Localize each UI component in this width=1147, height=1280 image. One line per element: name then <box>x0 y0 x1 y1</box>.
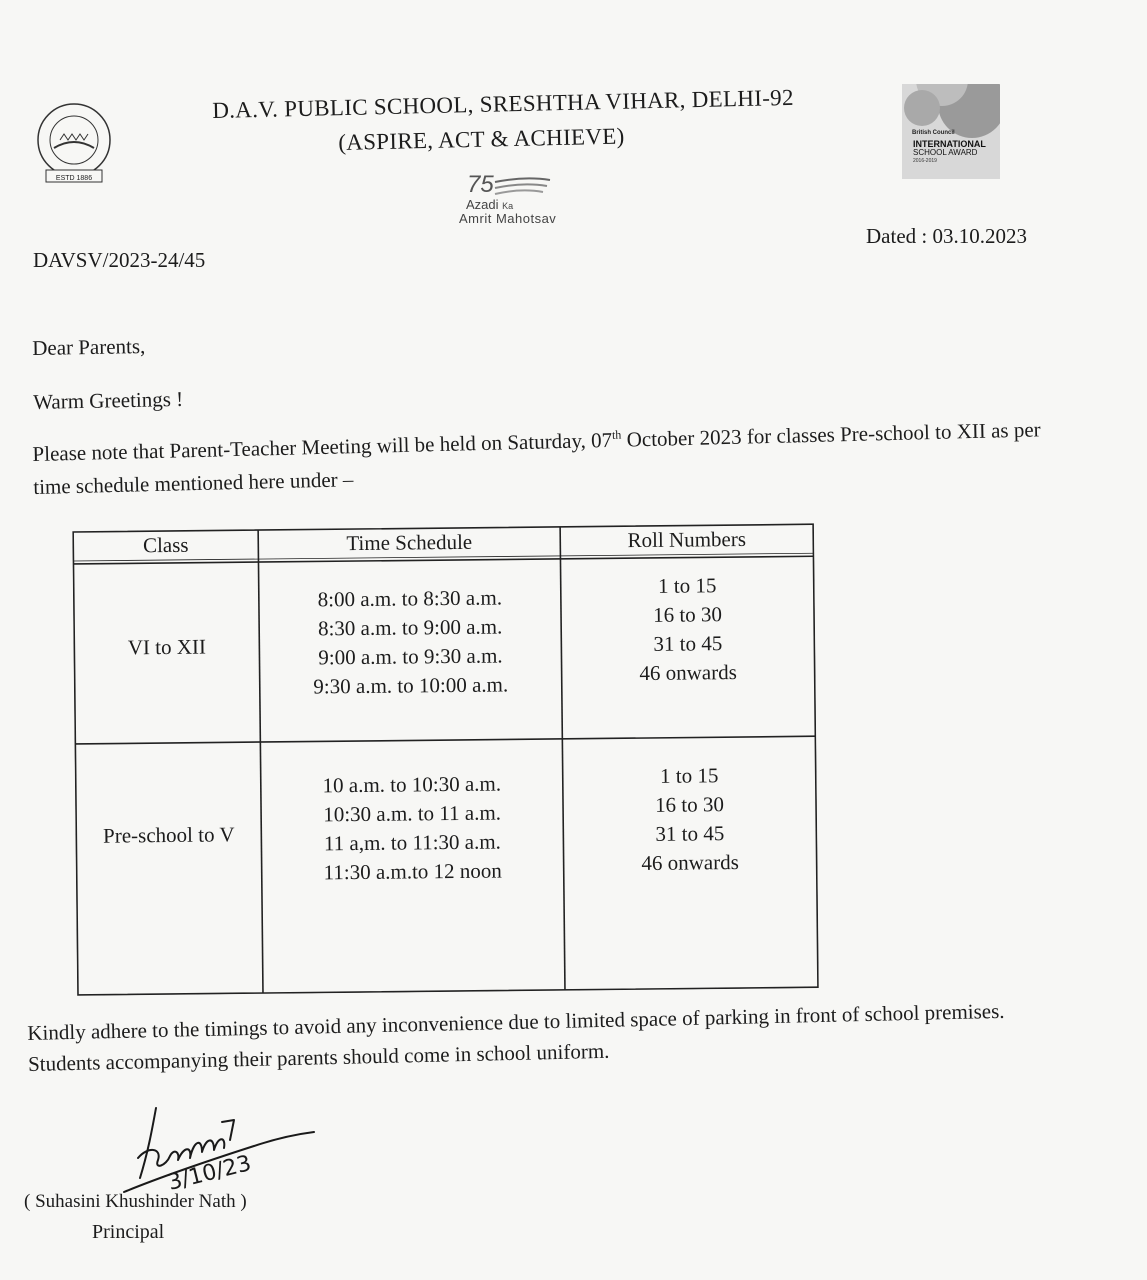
row2-time-1: 10 a.m. to 10:30 a.m. <box>322 771 502 798</box>
header-time-schedule: Time Schedule <box>346 529 473 556</box>
azadi-word: Azadi <box>466 197 499 212</box>
international-school-award-logo <box>902 84 1000 179</box>
row1-times <box>259 583 562 702</box>
row2-roll-4: 46 onwards <box>641 850 739 876</box>
row2-time-4: 11:30 a.m.to 12 noon <box>323 858 502 885</box>
salutation: Dear Parents, <box>32 334 146 360</box>
award-mark: British Council <box>912 130 955 136</box>
row2-roll-2: 16 to 30 <box>654 792 725 817</box>
row1-roll-3: 31 to 45 <box>653 631 723 656</box>
closing-paragraph: Kindly adhere to the timings to avoid any inconvenience due to limited space of parking in front of school premises. Students accompanying their parents should come in school uniform. <box>27 998 1005 1076</box>
row2-times <box>261 769 564 888</box>
row1-class: VI to XII <box>127 634 207 660</box>
principal-title: Principal <box>92 1221 165 1243</box>
row2-time-2: 10:30 a.m. to 11 a.m. <box>323 800 502 827</box>
row2-time-3: 11 a,m. to 11:30 a.m. <box>323 829 501 856</box>
schedule-table <box>72 510 819 996</box>
row2-roll-3: 31 to 45 <box>655 821 725 846</box>
svg-text:75: 75 <box>467 171 494 198</box>
letter-date: Dated : 03.10.2023 <box>866 224 1027 248</box>
signature-date: 3/10/23 <box>165 1151 254 1196</box>
row1-rolls <box>561 570 815 689</box>
reference-number: DAVSV/2023-24/45 <box>33 248 206 272</box>
azadi-ka: Ka <box>502 201 514 211</box>
school-logo <box>24 100 124 190</box>
azadi-line2: Amrit Mahotsav <box>459 211 557 226</box>
row1-time-3: 9:00 a.m. to 9:30 a.m. <box>318 643 503 670</box>
intro-text-1: Please note that Parent-Teacher Meeting will be held on Saturday, 07 <box>32 427 613 466</box>
intro-paragraph <box>32 408 1073 504</box>
award-title-line2: SCHOOL AWARD <box>913 148 978 157</box>
row2-class: Pre-school to V <box>102 822 235 848</box>
header-roll-numbers: Roll Numbers <box>627 526 747 553</box>
intro-superscript: th <box>611 427 622 442</box>
header-class: Class <box>142 532 189 558</box>
row2-roll-1: 1 to 15 <box>659 763 719 788</box>
greeting: Warm Greetings ! <box>33 386 184 414</box>
row1-roll-1: 1 to 15 <box>657 573 717 598</box>
intro-text-2: October 2023 for classes Pre-school to XII as per time schedule mentioned here under – <box>33 417 1041 499</box>
row1-time-2: 8:30 a.m. to 9:00 a.m. <box>317 614 503 641</box>
award-title-line1: INTERNATIONAL <box>913 139 986 149</box>
row2-rolls <box>563 760 817 879</box>
award-years: 2016-2019 <box>913 158 937 164</box>
principal-name: ( Suhasini Khushinder Nath ) <box>24 1191 247 1212</box>
row1-roll-4: 46 onwards <box>639 660 737 686</box>
logo-badge-text: ESTD 1886 <box>55 175 93 182</box>
row1-time-4: 9:30 a.m. to 10:00 a.m. <box>313 672 509 699</box>
school-name: D.A.V. PUBLIC SCHOOL, SRESHTHA VIHAR, DELHI-92 <box>212 84 795 123</box>
azadi-line1 <box>466 197 513 212</box>
row1-time-1: 8:00 a.m. to 8:30 a.m. <box>317 585 503 612</box>
row1-roll-2: 16 to 30 <box>652 602 723 627</box>
school-motto: (ASPIRE, ACT & ACHIEVE) <box>338 123 625 155</box>
